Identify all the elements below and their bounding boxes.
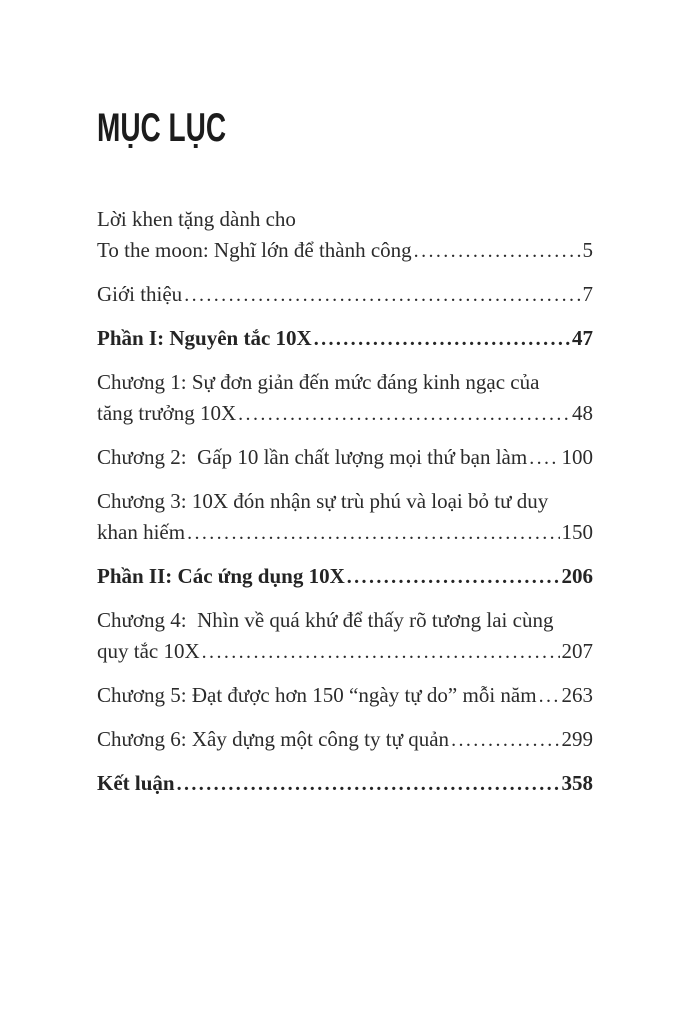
toc-line-text: Chương 3: 10X đón nhận sự trù phú và loại bỏ tư duy <box>97 489 549 513</box>
toc-line-text: Phần II: Các ứng dụng 10X <box>97 564 345 588</box>
toc-line <box>97 768 593 800</box>
toc-line <box>97 561 593 593</box>
toc-line <box>97 398 593 430</box>
toc-line <box>97 367 593 398</box>
toc-entry-phan-2 <box>97 561 593 593</box>
toc-entry-loi-khen-tang <box>97 204 593 267</box>
toc-line <box>97 724 593 756</box>
toc-entry-chuong-3 <box>97 486 593 549</box>
toc-line <box>97 323 593 355</box>
toc-entry-chuong-2 <box>97 442 593 474</box>
toc-page-number: 206 <box>561 564 593 588</box>
toc-line <box>97 442 593 474</box>
toc-entry-chuong-6 <box>97 724 593 756</box>
toc-leader-dots <box>539 680 560 712</box>
toc-page-number: 358 <box>561 771 593 795</box>
toc-line-text: khan hiếm <box>97 520 186 544</box>
toc-line-text: Lời khen tặng dành cho <box>97 207 296 231</box>
toc-line <box>97 279 593 311</box>
toc-leader-dots <box>202 636 560 668</box>
toc-list <box>97 204 593 800</box>
toc-line-text: Chương 1: Sự đơn giản đến mức đáng kinh ngạc của <box>97 370 540 394</box>
toc-line-text: quy tắc 10X <box>97 639 200 663</box>
toc-line <box>97 680 593 712</box>
toc-entry-chuong-1 <box>97 367 593 430</box>
toc-entry-phan-1 <box>97 323 593 355</box>
toc-leader-dots <box>414 235 581 267</box>
toc-line-text: To the moon: Nghĩ lớn để thành công <box>97 238 412 262</box>
toc-page-number: 263 <box>561 683 593 707</box>
toc-page-number: 150 <box>561 520 593 544</box>
toc-page-number: 48 <box>572 401 593 425</box>
toc-line-text: Kết luận <box>97 771 175 795</box>
page-title: MỤC LỤC <box>97 106 227 150</box>
toc-leader-dots <box>184 279 580 311</box>
toc-line-text: Chương 4: Nhìn về quá khứ để thấy rõ tương lai cùng <box>97 608 554 632</box>
toc-line <box>97 204 593 235</box>
toc-leader-dots <box>238 398 570 430</box>
toc-line-text: Chương 5: Đạt được hơn 150 “ngày tự do” mỗi năm <box>97 683 537 707</box>
toc-line <box>97 517 593 549</box>
toc-line-text: Chương 2: Gấp 10 lần chất lượng mọi thứ bạn làm <box>97 445 528 469</box>
toc-leader-dots <box>314 323 570 355</box>
toc-leader-dots <box>177 768 560 800</box>
toc-line-text: Phần I: Nguyên tắc 10X <box>97 326 312 350</box>
toc-entry-chuong-5 <box>97 680 593 712</box>
toc-leader-dots <box>347 561 560 593</box>
toc-page-number: 299 <box>561 727 593 751</box>
toc-page-number: 47 <box>572 326 593 350</box>
toc-line-text: Chương 6: Xây dựng một công ty tự quản <box>97 727 450 751</box>
toc-page-number: 7 <box>582 282 593 306</box>
toc-entry-ket-luan <box>97 768 593 800</box>
toc-page-number: 100 <box>561 445 593 469</box>
toc-page-number: 207 <box>561 639 593 663</box>
toc-leader-dots <box>529 442 559 474</box>
toc-line <box>97 605 593 636</box>
toc-line-text: Giới thiệu <box>97 282 183 306</box>
toc-entry-chuong-4 <box>97 605 593 668</box>
toc-line <box>97 636 593 668</box>
toc-leader-dots <box>187 517 559 549</box>
toc-entry-gioi-thieu <box>97 279 593 311</box>
toc-line-text: tăng trưởng 10X <box>97 401 237 425</box>
toc-page-number: 5 <box>582 238 593 262</box>
toc-leader-dots <box>451 724 559 756</box>
toc-line <box>97 235 593 267</box>
toc-line <box>97 486 593 517</box>
